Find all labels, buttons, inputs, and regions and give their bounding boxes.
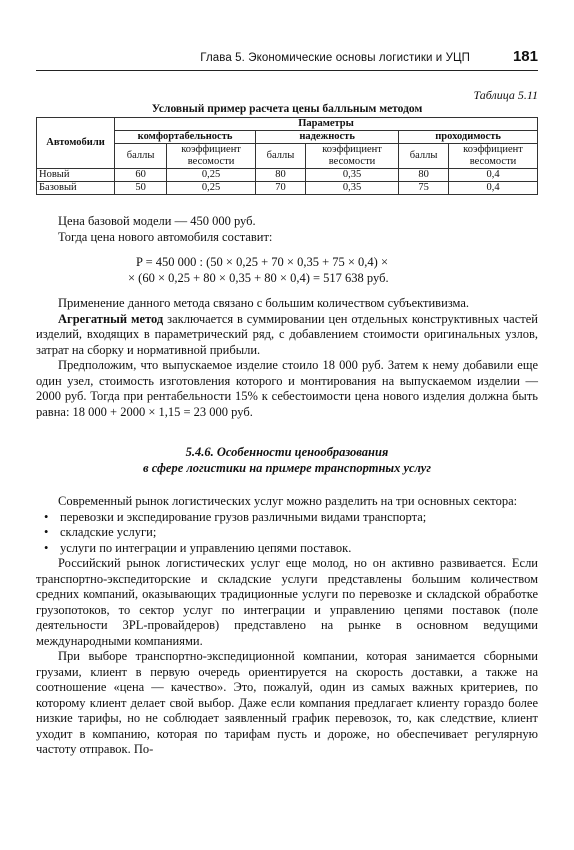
sectors-list: [36, 510, 538, 557]
table-cell: 60: [115, 169, 167, 182]
body-block-2: [36, 494, 538, 758]
intro-paragraph: Современный рынок логистических услуг можно разделить на три основных сектора:: [58, 494, 518, 508]
body-block-1: [36, 214, 538, 420]
example-paragraph: Предположим, что выпускаемое изделие стоило 18 000 руб. Затем к нему добавили еще один узел, стоимость изготовления которого и монтирования на выпускаемом изделии — 2000 руб. Тогда при рентабельности 15% к себестоимости цена нового изделия должна быть равна: 18 000 + 2000 × 1,15 = 23 000 руб.: [36, 358, 538, 419]
price-table: [36, 117, 538, 195]
section-heading: [36, 444, 538, 476]
table-row: [37, 169, 538, 182]
table-row: [37, 182, 538, 195]
table-cell: 75: [399, 182, 449, 195]
formula-line-1: P = 450 000 : (50 × 0,25 + 70 × 0,35 + 75 × 0,4) ×: [136, 255, 389, 269]
subjectivism-paragraph: Применение данного метода связано с большим количеством субъективизма.: [58, 296, 470, 310]
aggregate-term: Агрегатный метод: [58, 311, 164, 326]
row-name: Новый: [37, 169, 115, 182]
col-header-params: Параметры: [115, 118, 538, 131]
chapter-title: Глава 5. Экономические основы логистики и УЦП: [200, 52, 470, 64]
section-heading-line-2: в сфере логистики на примере транспортных услуг: [143, 461, 431, 475]
col-header-auto: Автомобили: [37, 118, 115, 169]
sub-header-coef: коэффициент весомости: [305, 144, 398, 169]
table-cell: 0,4: [449, 169, 538, 182]
formula-line-2: × (60 × 0,25 + 80 × 0,35 + 80 × 0,4) = 517 638 руб.: [128, 270, 389, 285]
table-cell: 0,25: [167, 182, 256, 195]
group-header-reliability: надежность: [256, 131, 399, 144]
sub-header-coef: коэффициент весомости: [449, 144, 538, 169]
table-cell: 80: [256, 169, 306, 182]
table-cell: 0,35: [305, 182, 398, 195]
table-cell: 0,4: [449, 182, 538, 195]
table-cell: 70: [256, 182, 306, 195]
sub-header-points: баллы: [115, 144, 167, 169]
group-header-comfort: комфортабельность: [115, 131, 256, 144]
choice-paragraph: При выборе транспортно-экспедиционной компании, которая занимается сборными грузами, клиент в первую очередь ориентируется на скорость доставки, а также на соотношение «цена — качество». Это, пожалуй, один из самых важных критериев, по которому клиент делает свой выбор. Даже если компания предлагает клиенту гораздо более низкие тарифы, но не соблюдает заявленный график перевозок, то, как следствие, клиент уходит в компанию, которая по тарифам пусть и дороже, но обеспечивает регулярную частоту отправок. По-: [36, 649, 538, 756]
list-item: • услуги по интеграции и управлению цепями поставок.: [36, 541, 538, 557]
aggregate-text: заключается в суммировании цен отдельных конструктивных частей изделий, входящих в параметрический ряд, с добавлением стоимости оригинальных узлов, затрат на сборку и нормативной прибыли.: [36, 311, 538, 357]
sub-header-points: баллы: [256, 144, 306, 169]
group-header-passability: проходимость: [399, 131, 538, 144]
table-cell: 80: [399, 169, 449, 182]
page-number: 181: [512, 48, 538, 65]
sub-header-points: баллы: [399, 144, 449, 169]
list-item: • складские услуги;: [36, 525, 538, 541]
row-name: Базовый: [37, 182, 115, 195]
table-cell: 50: [115, 182, 167, 195]
aggregate-paragraph: [36, 312, 538, 359]
then-price-line: Тогда цена нового автомобиля составит:: [58, 229, 273, 244]
section-heading-line-1: 5.4.6. Особенности ценообразования: [185, 445, 389, 459]
base-price-line: Цена базовой модели — 450 000 руб.: [58, 214, 256, 228]
sub-header-coef: коэффициент весомости: [167, 144, 256, 169]
table-label: Таблица 5.11: [473, 88, 538, 102]
russian-market-paragraph: Российский рынок логистических услуг еще молод, но он активно развивается. Если транспортно-экспедиторские и складские услуги представлены большим количеством средних компаний, оказывающих традиционные услуги по перевозке и складской обработке грузопотоков, то сектор услуг по интеграции и управлению цепями поставок (поле деятельности 3PL-провайдеров) представлено на рынке в основном ведущими международными компаниями.: [36, 556, 538, 648]
running-head: [36, 50, 538, 71]
table-cell: 0,35: [305, 169, 398, 182]
list-item: • перевозки и экспедирование грузов различными видами транспорта;: [36, 510, 538, 526]
table-cell: 0,25: [167, 169, 256, 182]
table-title: Условный пример расчета цены балльным методом: [151, 103, 423, 115]
